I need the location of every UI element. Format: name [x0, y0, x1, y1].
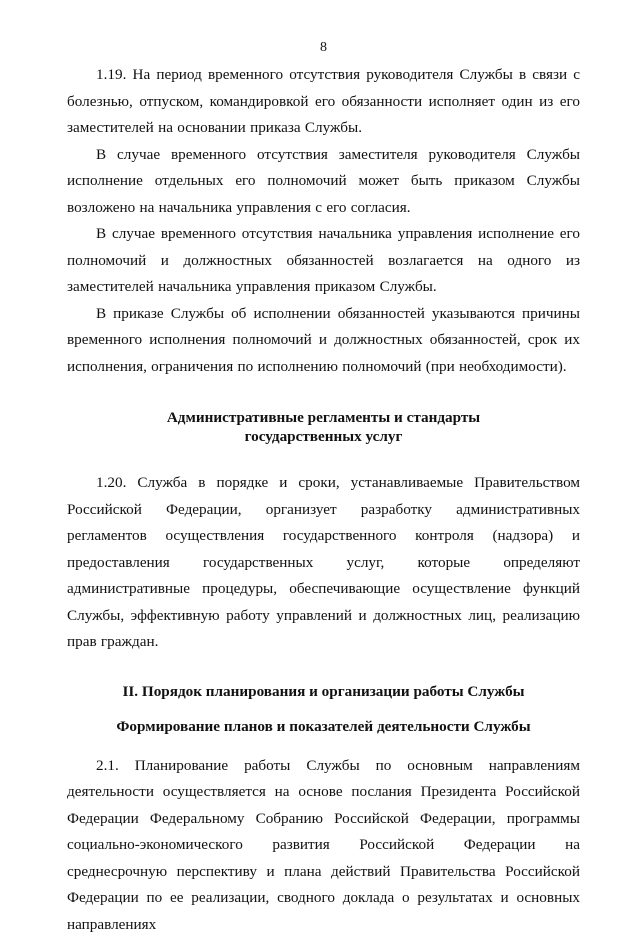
paragraph-deputy-absence: В случае временного отсутствия заместителя руководителя Службы исполнение отдельных его полномочий может быть приказом Службы возложено на начальника управления с его согласия.	[67, 142, 580, 222]
page-number: 8	[67, 40, 580, 56]
paragraph-2-1: 2.1. Планирование работы Службы по основным направлениям деятельности осуществляется на основе послания Президента Российской Федерации Федеральному Собранию Российской Федерации, программы социально-экономического развития Российской Федерации на среднесрочную перспективу и плана действий Правительства Российской Федерации по ее реализации, сводного доклада о результатах и основных направлениях	[67, 753, 580, 938]
paragraph-1-19: 1.19. На период временного отсутствия руководителя Службы в связи с болезнью, отпуском, командировкой его обязанности исполняет один из его заместителей на основании приказа Службы.	[67, 62, 580, 142]
heading-administrative-regulations	[67, 408, 580, 446]
heading-plans-indicators: Формирование планов и показателей деятельности Службы	[67, 717, 580, 736]
heading-admin-line2: государственных услуг	[67, 427, 580, 446]
paragraph-1-20: 1.20. Служба в порядке и сроки, устанавливаемые Правительством Российской Федерации, организует разработку административных регламентов осуществления государственного контроля (надзора) и предоставления государственных услуг, которые определяют административные процедуры, обеспечивающие осуществление функций Службы, эффективную работу управлений и должностных лиц, реализацию прав граждан.	[67, 470, 580, 656]
paragraph-head-absence: В случае временного отсутствия начальника управления исполнение его полномочий и должностных обязанностей возлагается на одного из заместителей начальника управления приказом Службы.	[67, 221, 580, 301]
heading-section-2: II. Порядок планирования и организации работы Службы	[67, 682, 580, 701]
paragraph-order-contents: В приказе Службы об исполнении обязанностей указываются причины временного исполнения полномочий и должностных обязанностей, срок их исполнения, ограничения по исполнению полномочий (при необходимости).	[67, 301, 580, 381]
heading-admin-line1: Административные регламенты и стандарты	[67, 408, 580, 427]
